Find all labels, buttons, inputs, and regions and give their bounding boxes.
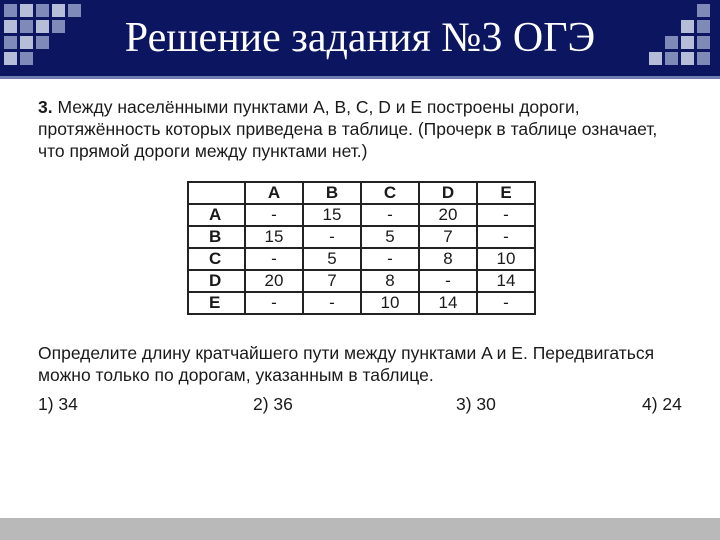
answer-option-1: 1) 34	[38, 394, 78, 414]
table-cell: 7	[419, 226, 477, 248]
table-corner-cell	[188, 182, 245, 204]
table-row	[188, 248, 535, 270]
table-cell: 15	[245, 226, 303, 248]
column-header: C	[361, 182, 419, 204]
row-header: B	[188, 226, 245, 248]
table-cell: 8	[419, 248, 477, 270]
column-header: B	[303, 182, 361, 204]
task-statement	[38, 96, 688, 162]
slide-title: Решение задания №3 ОГЭ	[124, 15, 596, 61]
task-question: Определите длину кратчайшего пути между пунктами A и E. Передвигаться можно только по дорогам, указанным в таблице.	[38, 343, 655, 385]
table-cell: -	[477, 292, 535, 314]
table-cell: -	[477, 226, 535, 248]
table-cell: -	[245, 204, 303, 226]
table-cell: 14	[419, 292, 477, 314]
answer-option-4: 4) 24	[642, 394, 682, 414]
table-cell: -	[245, 248, 303, 270]
task-text: Между населёнными пунктами A, B, C, D и E построены дороги, протяжённость которых приведена в таблице. (Прочерк в таблице означает, что прямой дороги между пунктами нет.)	[38, 97, 658, 161]
table-cell: -	[419, 270, 477, 292]
table-cell: 8	[361, 270, 419, 292]
table-cell: -	[303, 226, 361, 248]
column-header: E	[477, 182, 535, 204]
table-cell: 10	[477, 248, 535, 270]
row-header: C	[188, 248, 245, 270]
table-cell: 5	[361, 226, 419, 248]
table-cell: 20	[419, 204, 477, 226]
table-row	[188, 226, 535, 248]
table-cell: 15	[303, 204, 361, 226]
table-row	[188, 204, 535, 226]
table-row	[188, 270, 535, 292]
row-header: D	[188, 270, 245, 292]
table-row	[188, 292, 535, 314]
answer-option-2: 2) 36	[253, 394, 293, 414]
table-cell: 5	[303, 248, 361, 270]
table-cell: -	[361, 204, 419, 226]
header-divider	[0, 76, 720, 79]
distance-table	[187, 181, 536, 315]
table-cell: 10	[361, 292, 419, 314]
column-header: A	[245, 182, 303, 204]
table-cell: -	[477, 204, 535, 226]
table-header-row	[188, 182, 535, 204]
table-cell: -	[303, 292, 361, 314]
table-cell: -	[361, 248, 419, 270]
table-cell: -	[245, 292, 303, 314]
answer-options	[38, 394, 688, 418]
slide-footer-bar	[0, 518, 720, 540]
table-cell: 7	[303, 270, 361, 292]
row-header: A	[188, 204, 245, 226]
task-number: 3.	[38, 97, 53, 117]
table-cell: 14	[477, 270, 535, 292]
table-cell: 20	[245, 270, 303, 292]
row-header: E	[188, 292, 245, 314]
answer-option-3: 3) 30	[456, 394, 496, 414]
slide-header	[0, 0, 720, 76]
column-header: D	[419, 182, 477, 204]
